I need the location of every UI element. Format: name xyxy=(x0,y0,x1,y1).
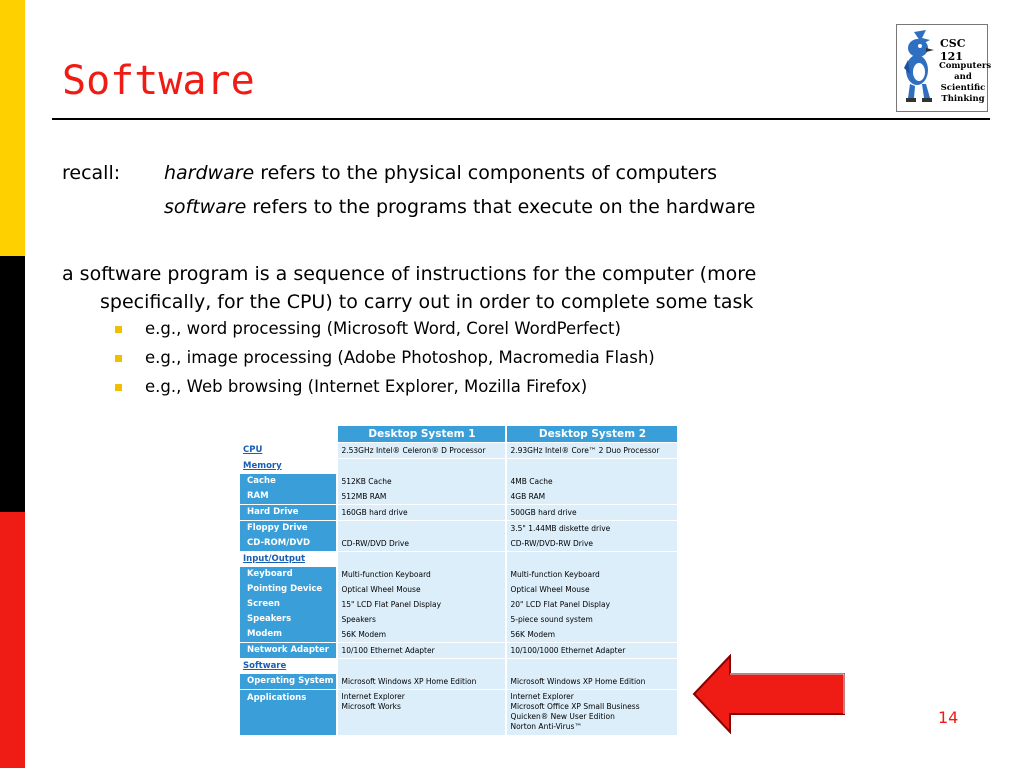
cell-value: 5-piece sound system xyxy=(507,612,677,627)
table-row xyxy=(240,674,677,689)
title-divider xyxy=(52,118,990,120)
recall-software-definition xyxy=(164,196,755,218)
cell-value: 160GB hard drive xyxy=(338,504,507,520)
table-row xyxy=(240,520,677,536)
header-spacer-cell xyxy=(240,426,338,442)
table-row xyxy=(240,597,677,612)
row-label-modem: Modem xyxy=(240,627,338,642)
table-row xyxy=(240,504,677,520)
bullet-item xyxy=(115,376,655,405)
table-row xyxy=(240,458,677,474)
cell-value xyxy=(338,520,507,536)
cell-value: 2.93GHz Intel® Core™ 2 Duo Processor xyxy=(507,442,677,458)
software-definition-text: refers to the programs that execute on the hardware xyxy=(246,196,756,218)
bullet-square-icon xyxy=(115,355,122,362)
logo-course-name xyxy=(939,61,992,105)
column-header-system-1: Desktop System 1 xyxy=(338,426,507,442)
desktop-systems-comparison-table xyxy=(240,426,677,735)
table-row xyxy=(240,642,677,658)
app-name: Microsoft Office XP Small Business xyxy=(510,702,640,711)
term-software: software xyxy=(164,196,247,218)
table-header-row xyxy=(240,426,677,442)
app-name: Norton Anti-Virus™ xyxy=(510,722,582,731)
logo-line: Scientific xyxy=(940,83,986,93)
row-label-operating-system: Operating System xyxy=(240,674,338,689)
recall-label: recall: xyxy=(62,162,121,184)
row-label-ram: RAM xyxy=(240,489,338,504)
cell-value: Microsoft Windows XP Home Edition xyxy=(507,674,677,689)
cell-value: Multi-function Keyboard xyxy=(338,567,507,582)
app-name: Microsoft Works xyxy=(341,702,401,711)
table-row xyxy=(240,567,677,582)
bullet-item xyxy=(115,318,655,347)
bullet-text: e.g., image processing (Adobe Photoshop, Macromedia Flash) xyxy=(145,348,655,367)
section-label-software: Software xyxy=(240,658,338,674)
cell-value: Multi-function Keyboard xyxy=(507,567,677,582)
cell-value xyxy=(507,658,677,674)
cell-value: 10/100/1000 Ethernet Adapter xyxy=(507,642,677,658)
cell-value: 500GB hard drive xyxy=(507,504,677,520)
table-row xyxy=(240,612,677,627)
app-name: Internet Explorer xyxy=(341,692,405,701)
course-logo xyxy=(896,24,992,112)
table-row xyxy=(240,474,677,489)
section-label-memory: Memory xyxy=(240,458,338,474)
cell-value: Speakers xyxy=(338,612,507,627)
app-name: Quicken® New User Edition xyxy=(510,712,615,721)
cell-value xyxy=(338,551,507,567)
row-label-speakers: Speakers xyxy=(240,612,338,627)
logo-course-code: CSC 121 xyxy=(940,37,966,63)
paragraph-line-1: a software program is a sequence of instructions for the computer (more xyxy=(62,263,757,285)
cell-value: 2.53GHz Intel® Celeron® D Processor xyxy=(338,442,507,458)
bullet-text: e.g., Web browsing (Internet Explorer, Mozilla Firefox) xyxy=(145,377,588,396)
cell-value: 20" LCD Flat Panel Display xyxy=(507,597,677,612)
cell-value xyxy=(338,658,507,674)
paragraph-line-2: specifically, for the CPU) to carry out in order to complete some task xyxy=(100,291,754,313)
cell-value: 3.5" 1.44MB diskette drive xyxy=(507,520,677,536)
side-stripe-red xyxy=(0,512,25,768)
table-row xyxy=(240,551,677,567)
cell-value: 512MB RAM xyxy=(338,489,507,504)
row-label-pointing-device: Pointing Device xyxy=(240,582,338,597)
cell-value: 15" LCD Flat Panel Display xyxy=(338,597,507,612)
cell-value: 4GB RAM xyxy=(507,489,677,504)
logo-line: and xyxy=(954,72,972,82)
bullet-square-icon xyxy=(115,326,122,333)
row-label-cache: Cache xyxy=(240,474,338,489)
table-row xyxy=(240,442,677,458)
software-program-definition xyxy=(62,260,912,316)
cell-value: 10/100 Ethernet Adapter xyxy=(338,642,507,658)
cell-value: 56K Modem xyxy=(338,627,507,642)
table-row xyxy=(240,658,677,674)
table-row xyxy=(240,627,677,642)
row-label-floppy-drive: Floppy Drive xyxy=(240,520,338,536)
cell-value xyxy=(507,689,677,735)
bullet-square-icon xyxy=(115,384,122,391)
app-name: Internet Explorer xyxy=(510,692,574,701)
term-hardware: hardware xyxy=(164,162,255,184)
cell-value xyxy=(338,458,507,474)
cell-value: 56K Modem xyxy=(507,627,677,642)
row-label-hard-drive: Hard Drive xyxy=(240,504,338,520)
cell-value xyxy=(507,551,677,567)
column-header-system-2: Desktop System 2 xyxy=(507,426,677,442)
logo-line: Computers xyxy=(939,61,992,71)
hardware-definition-text: refers to the physical components of computers xyxy=(254,162,718,184)
row-label-cdrom-dvd: CD-ROM/DVD xyxy=(240,536,338,551)
recall-hardware-definition xyxy=(164,162,717,184)
page-number: 14 xyxy=(938,708,959,727)
cell-value: Optical Wheel Mouse xyxy=(507,582,677,597)
table-row xyxy=(240,536,677,551)
logo-line: Thinking xyxy=(941,94,985,104)
row-label-applications: Applications xyxy=(240,689,338,735)
table-row xyxy=(240,489,677,504)
side-stripe-yellow xyxy=(0,0,25,256)
table-row xyxy=(240,689,677,735)
row-label-cpu: CPU xyxy=(240,442,338,458)
cell-value: Optical Wheel Mouse xyxy=(338,582,507,597)
cell-value: CD-RW/DVD Drive xyxy=(338,536,507,551)
bullet-text: e.g., word processing (Microsoft Word, Corel WordPerfect) xyxy=(145,319,621,338)
row-label-network-adapter: Network Adapter xyxy=(240,642,338,658)
row-label-screen: Screen xyxy=(240,597,338,612)
example-bullet-list xyxy=(115,318,655,405)
left-arrow-icon xyxy=(692,654,848,734)
side-stripe-black xyxy=(0,256,25,512)
cell-value: Microsoft Windows XP Home Edition xyxy=(338,674,507,689)
row-label-keyboard: Keyboard xyxy=(240,567,338,582)
cell-value xyxy=(338,689,507,735)
cell-value: CD-RW/DVD-RW Drive xyxy=(507,536,677,551)
cell-value: 4MB Cache xyxy=(507,474,677,489)
section-label-input-output: Input/Output xyxy=(240,551,338,567)
bluejay-mascot-icon xyxy=(900,28,940,108)
bullet-item xyxy=(115,347,655,376)
cell-value: 512KB Cache xyxy=(338,474,507,489)
cell-value xyxy=(507,458,677,474)
slide-title: Software xyxy=(62,58,255,104)
table-row xyxy=(240,582,677,597)
